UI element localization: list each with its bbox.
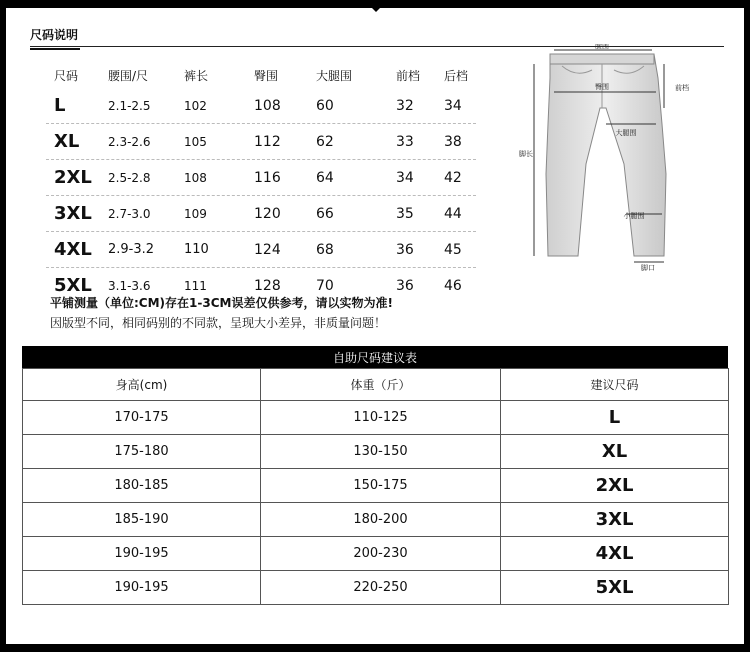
- thigh-value: 60: [316, 97, 334, 114]
- length-value: 102: [184, 98, 207, 113]
- waist-value: 2.7-3.0: [108, 206, 151, 221]
- recommend-row: [23, 469, 729, 503]
- hip-value: 128: [254, 277, 281, 294]
- suggested-size-value: 3XL: [501, 503, 729, 537]
- length-value: 110: [184, 242, 209, 257]
- back-rise-value: 45: [444, 241, 462, 258]
- weight-value: 200-230: [261, 537, 501, 571]
- length-value: 105: [184, 134, 207, 149]
- waist-value: 3.1-3.6: [108, 278, 151, 293]
- top-notch-marker: [370, 6, 382, 12]
- length-label: 脚长: [519, 150, 533, 158]
- height-value: 185-190: [23, 503, 261, 537]
- length-value: 109: [184, 206, 207, 221]
- thigh-value: 62: [316, 133, 334, 150]
- recommend-row: [23, 435, 729, 469]
- size-row: [46, 88, 476, 124]
- size-label: 3XL: [54, 203, 92, 224]
- header-waist: 腰围/尺: [108, 68, 149, 83]
- weight-value: 130-150: [261, 435, 501, 469]
- recommend-row: [23, 503, 729, 537]
- size-label: XL: [54, 131, 80, 152]
- header-back-rise: 后档: [444, 68, 469, 83]
- thigh-value: 64: [316, 169, 334, 186]
- recommend-row: [23, 537, 729, 571]
- header-weight: 体重（斤）: [261, 369, 501, 401]
- fit-variance-note: 因版型不同，相同码别的不同款，呈现大小差异，非质量问题！: [50, 316, 387, 330]
- length-value: 108: [184, 170, 207, 185]
- front-rise-value: 36: [396, 277, 414, 294]
- weight-value: 220-250: [261, 571, 501, 605]
- header-hip: 臀围: [254, 68, 279, 83]
- recommend-table: [22, 368, 729, 605]
- size-label: 5XL: [54, 275, 92, 296]
- title-underline: [30, 48, 80, 50]
- weight-value: 180-200: [261, 503, 501, 537]
- weight-value: 110-125: [261, 401, 501, 435]
- back-rise-value: 42: [444, 169, 462, 186]
- thigh-value: 66: [316, 205, 334, 222]
- waist-label: 腰围: [595, 44, 609, 50]
- header-height: 身高(cm): [23, 369, 261, 401]
- thigh-label: 大腿围: [615, 129, 637, 137]
- size-row: [46, 196, 476, 232]
- size-row: [46, 160, 476, 196]
- header-front-rise: 前档: [396, 68, 421, 83]
- recommend-header-row: [23, 369, 729, 401]
- thigh-value: 70: [316, 277, 334, 294]
- thigh-value: 68: [316, 241, 334, 258]
- suggested-size-value: XL: [501, 435, 729, 469]
- suggested-size-value: 5XL: [501, 571, 729, 605]
- height-value: 175-180: [23, 435, 261, 469]
- waist-value: 2.3-2.6: [108, 134, 151, 149]
- size-label: L: [54, 95, 66, 116]
- calf-label: 小腿围: [623, 212, 645, 220]
- size-chart-header-row: [46, 64, 476, 86]
- weight-value: 150-175: [261, 469, 501, 503]
- hip-value: 120: [254, 205, 281, 222]
- front-rise-value: 34: [396, 169, 414, 186]
- size-row: [46, 124, 476, 160]
- suggested-size-value: 4XL: [501, 537, 729, 571]
- height-value: 190-195: [23, 537, 261, 571]
- waistband: [550, 54, 654, 64]
- back-rise-value: 34: [444, 97, 462, 114]
- measurement-note: 平铺测量（单位:CM)存在1-3CM误差仅供参考，请以实物为准!: [50, 296, 393, 310]
- header-size: 尺码: [54, 68, 79, 83]
- hip-value: 108: [254, 97, 281, 114]
- header-length: 裤长: [184, 68, 209, 83]
- waist-value: 2.5-2.8: [108, 170, 151, 185]
- waist-value: 2.9-3.2: [108, 242, 155, 257]
- size-label: 2XL: [54, 167, 92, 188]
- recommend-row: [23, 401, 729, 435]
- pants-measurement-diagram: [506, 44, 696, 274]
- header-thigh: 大腿围: [316, 68, 353, 83]
- size-label: 4XL: [54, 239, 92, 260]
- back-rise-value: 38: [444, 133, 462, 150]
- recommend-title: 自助尺码建议表: [22, 346, 728, 368]
- header-suggested-size: 建议尺码: [501, 369, 729, 401]
- front-rise-value: 33: [396, 133, 414, 150]
- recommend-row: [23, 571, 729, 605]
- front-rise-value: 32: [396, 97, 414, 114]
- height-value: 190-195: [23, 571, 261, 605]
- length-value: 111: [184, 278, 207, 293]
- back-rise-value: 44: [444, 205, 462, 222]
- front-rise-value: 35: [396, 205, 414, 222]
- front-rise-value: 36: [396, 241, 414, 258]
- section-title: 尺码说明: [30, 28, 79, 42]
- hip-value: 112: [254, 133, 281, 150]
- suggested-size-value: L: [501, 401, 729, 435]
- height-value: 180-185: [23, 469, 261, 503]
- suggested-size-value: 2XL: [501, 469, 729, 503]
- pants-illustration: [506, 44, 696, 274]
- height-value: 170-175: [23, 401, 261, 435]
- hip-value: 124: [254, 241, 281, 258]
- hip-value: 116: [254, 169, 281, 186]
- back-rise-value: 46: [444, 277, 462, 294]
- front-rise-label: 前档: [675, 84, 689, 92]
- size-row: [46, 232, 476, 268]
- waist-value: 2.1-2.5: [108, 98, 151, 113]
- hip-label: 臀围: [595, 83, 609, 91]
- hem-label: 脚口: [641, 264, 655, 272]
